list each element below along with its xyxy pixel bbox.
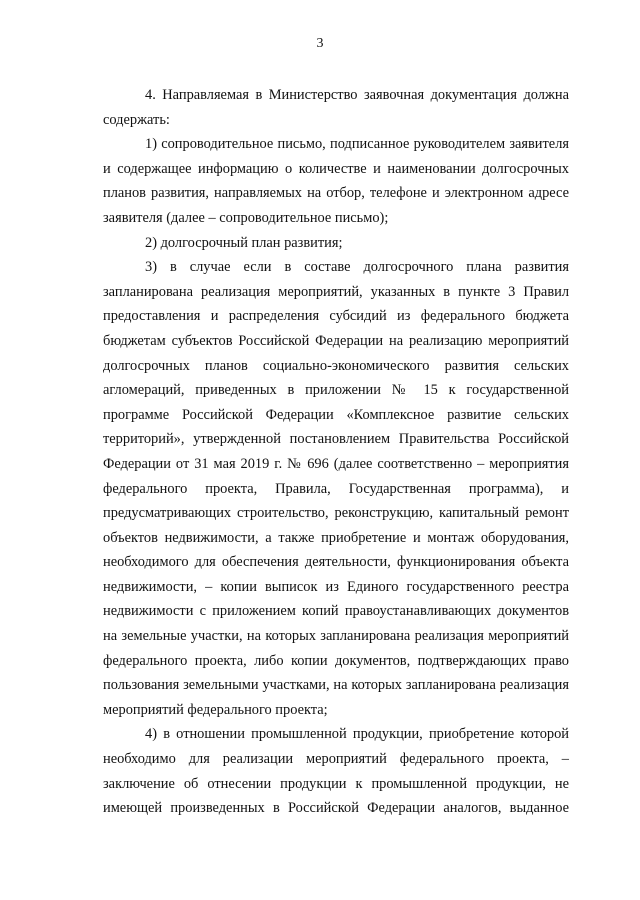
paragraph-item-2: 2) долгосрочный план развития; — [145, 234, 343, 251]
document-body — [103, 83, 569, 821]
paragraph-item-4: 4) в отношении промышленной продукции, приобретение которой необходимо для реализации мероприятий федерального проекта, – заключение об отнесении продукции к промышленной продукции, не имеющей произведенных в Российской Федерации аналогов, выданное — [103, 726, 569, 817]
page-number: 3 — [316, 36, 324, 51]
paragraph-4-intro: 4. Направляемая в Министерство заявочная документация должна содержать: — [103, 87, 569, 128]
paragraph-item-3: 3) в случае если в составе долгосрочного плана развития запланирована реализация мероприятий, указанных в пункте 3 Правил предоставления и распределения субсидий из федерального бюджета бюджетам субъектов Российской Федерации на реализацию мероприятий долгосрочных планов социально-экономического развития сельских агломераций, приведенных в приложении № 15 к государственной программе Российской Федерации «Комплексное развитие сельских территорий», утвержденной постановлением Правительства Российской Федерации от 31 мая 2019 г. № 696 (далее соответственно – мероприятия федерального проекта, Правила, Государственная программа), и предусматривающих строительство, реконструкцию, капитальный ремонт объектов недвижимости, а также приобретение и монтаж оборудования, необходимого для обеспечения деятельности, функционирования объекта недвижимости, – копии выписок из Единого государственного реестра недвижимости с приложением копий правоустанавливающих документов на земельные участки, на которых запланирована реализация мероприятий федерального проекта, либо копии документов, подтверждающих право пользования земельными участками, на которых запланирована реализация мероприятий федерального проекта; — [103, 259, 569, 718]
paragraph-item-1: 1) сопроводительное письмо, подписанное руководителем заявителя и содержащее информацию о количестве и наименовании долгосрочных планов развития, направляемых на отбор, телефоне и электронном адресе заявителя (далее – сопроводительное письмо); — [103, 136, 569, 226]
